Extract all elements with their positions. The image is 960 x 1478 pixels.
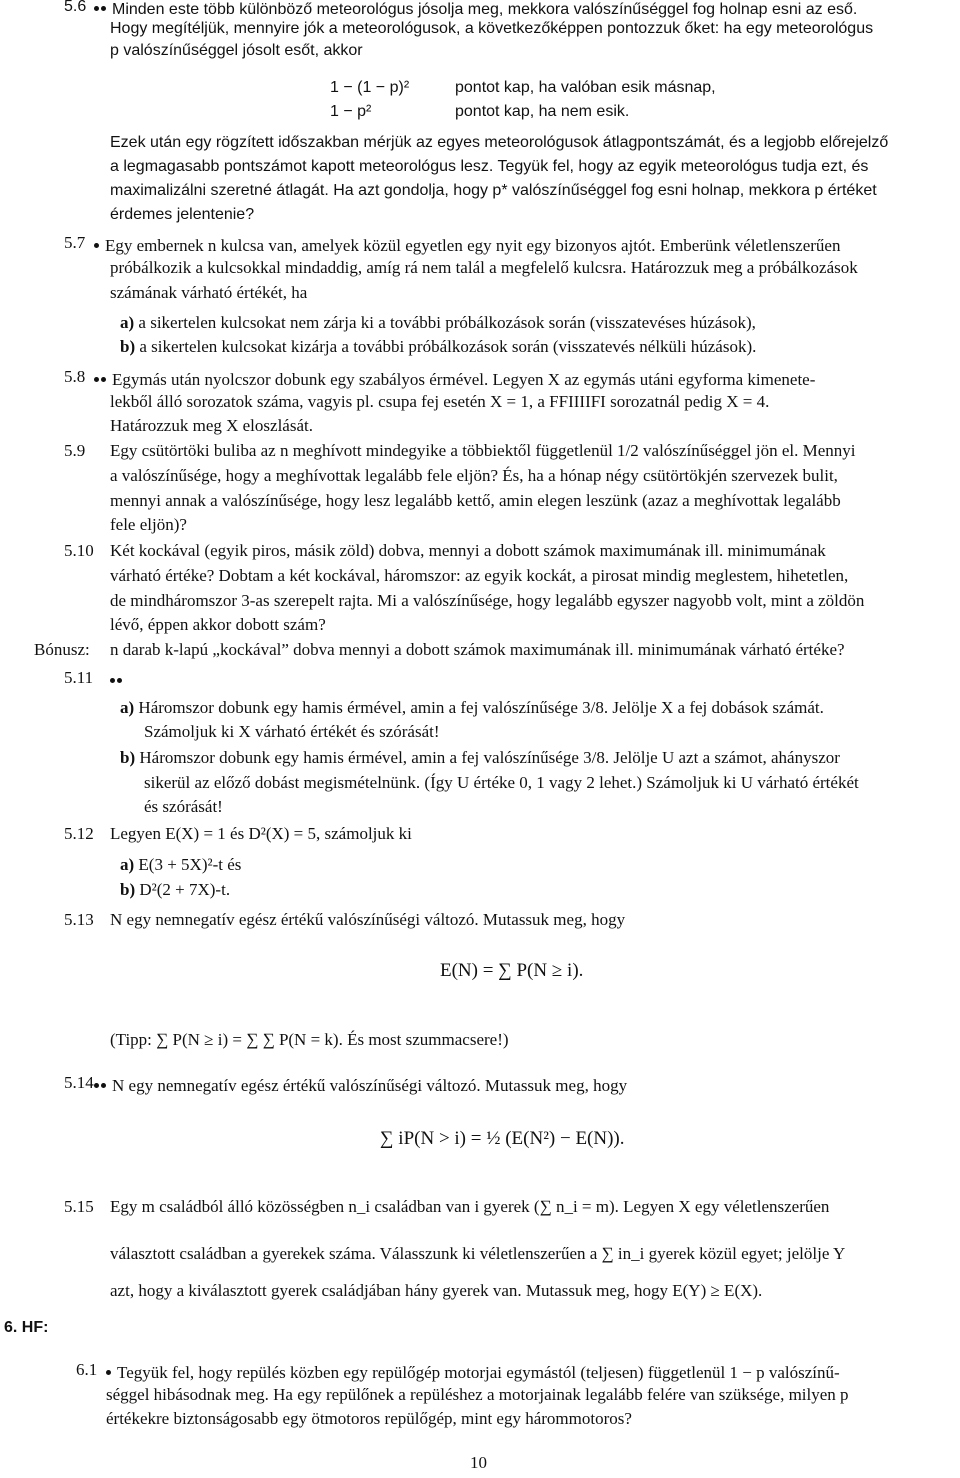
- item-text-line: Hogy megítéljük, mennyire jók a meteorológusok, a következőképpen pontozzuk őket: ha egy meteorológus: [110, 20, 874, 37]
- item-text-line: N egy nemnegatív egész értékű valószínűségi változó. Mutassuk meg, hogy: [94, 1073, 627, 1096]
- formula-right: pontot kap, ha valóban esik másnap,: [455, 79, 716, 96]
- subitem-b: b) a sikertelen kulcsokat kizárja a további próbálkozások során (visszatevés nélküli húzások).: [120, 337, 757, 356]
- item-text-line: mennyi annak a valószínűsége, hogy lesz legalább kettő, amin elegen leszünk (azaz a meghívottak legalább: [110, 491, 841, 510]
- item-text-line: érdemes jelentenie?: [110, 206, 255, 223]
- item-text-line: Minden este több különböző meteorológus jósolja meg, mekkora valószínűséggel fog holnap esni az eső.: [94, 0, 956, 20]
- item-number: 5.10: [64, 541, 94, 560]
- formula-display: ∑ iP(N > i) = ½ (E(N²) − E(N)).: [380, 1128, 625, 1149]
- item-number: 5.15: [64, 1197, 94, 1216]
- subitem-a: a) E(3 + 5X)²-t és: [120, 855, 242, 874]
- item-text-line: azt, hogy a kiválasztott gyerek családjában hány gyerek van. Mutassuk meg, hogy E(Y) ≥ E(X).: [110, 1281, 763, 1300]
- item-text-line: de mindháromszor 3-as szerepelt rajta. Mi a valószínűsége, hogy legalább egyszer nagyobb volt, mint a zöldön: [110, 591, 865, 610]
- formula-display: E(N) = ∑ P(N ≥ i).: [440, 960, 584, 981]
- item-text-line: választott családban a gyerekek száma. Válasszunk ki véletlenszerűen a ∑ in_i gyerek közül egyet; jelölje Y: [110, 1244, 846, 1263]
- item-text-line: a valószínűsége, hogy a meghívottak legalább fele eljön? És, ha a hónap négy csütörtökjén szervezek bulit,: [110, 466, 838, 485]
- item-text-line: értékekre biztonságosabb egy ötmotoros repülőgép, mint egy hárommotoros?: [106, 1409, 632, 1428]
- item-text-line: Legyen E(X) = 1 és D²(X) = 5, számoljuk ki: [110, 824, 412, 843]
- difficulty-dots-icon: [94, 1073, 108, 1093]
- formula-left: 1 − (1 − p)²: [330, 79, 410, 96]
- item-text-line: lévő, éppen akkor dobott szám?: [110, 615, 326, 634]
- difficulty-dots-icon: [94, 367, 108, 387]
- item-number: 5.14: [64, 1073, 94, 1092]
- item-text-line: Egy embernek n kulcsa van, amelyek közül egyetlen egy nyit egy bizonyos ajtót. Emberünk véletlenszerűen: [94, 233, 840, 256]
- difficulty-dots-icon: [94, 0, 108, 17]
- item-text-line: n darab k-lapú „kockával” dobva mennyi a dobott számok maximumának ill. minimumának várható értéke?: [110, 640, 845, 659]
- formula-right: pontot kap, ha nem esik.: [455, 103, 630, 120]
- page-number: 10: [470, 1453, 487, 1472]
- section-heading: 6. HF:: [4, 1319, 49, 1336]
- item-text-line: Tegyük fel, hogy repülés közben egy repülőgép motorjai egymástól (teljesen) függetlenül 1 − p valószínű-: [106, 1360, 840, 1383]
- item-text-line: próbálkozik a kulcsokkal mindaddig, amíg rá nem talál a megfelelő kulcsra. Határozzuk meg a próbálkozások: [110, 258, 858, 277]
- item-text-line: Egymás után nyolcszor dobunk egy szabályos érmével. Legyen X az egymás utáni egyforma kimenete-: [94, 367, 815, 390]
- item-number: 5.9: [64, 441, 86, 460]
- item-text-line: Számoljuk ki X várható értékét és szórását!: [144, 722, 440, 741]
- item-number: 5.7: [64, 233, 86, 252]
- item-text-line: maximalizálni szeretné átlagát. Ha azt gondolja, hogy p* valószínűséggel fog esni holnap, mekkora p értéket: [110, 182, 877, 199]
- item-text-line: fele eljön)?: [110, 515, 187, 534]
- formula-left: 1 − p²: [330, 103, 372, 120]
- difficulty-dots-icon: [94, 233, 101, 253]
- item-text-line: lekből álló sorozatok száma, vagyis pl. csupa fej esetén X = 1, a FFIIIIFI sorozatnál pedig X = 4.: [110, 392, 770, 411]
- item-text-line: séggel hibásodnak meg. Ha egy repülőnek a repüléshez a motorjainak legalább felére van szüksége, milyen p: [106, 1385, 849, 1404]
- item-number: 5.11: [64, 668, 94, 687]
- bonus-label: Bónusz:: [34, 640, 90, 659]
- item-number: 5.12: [64, 824, 94, 843]
- difficulty-dots-icon: [110, 668, 128, 691]
- subitem-b: b) D²(2 + 7X)-t.: [120, 880, 231, 899]
- item-text-line: és szórását!: [144, 797, 223, 816]
- item-text-line: N egy nemnegatív egész értékű valószínűségi változó. Mutassuk meg, hogy: [110, 910, 626, 929]
- subitem-a: a) a sikertelen kulcsokat nem zárja ki a további próbálkozások során (visszatevéses húzások),: [120, 313, 756, 332]
- item-text-line: p valószínűséggel jósolt esőt, akkor: [110, 42, 363, 59]
- item-number: 5.8: [64, 367, 86, 386]
- subitem-b: b) Háromszor dobunk egy hamis érmével, amin a fej valószínűsége 3/8. Jelölje U azt a számot, ahányszor: [120, 748, 840, 767]
- item-text-line: Határozzuk meg X eloszlását.: [110, 416, 313, 435]
- item-text-line: a legmagasabb pontszámot kapott meteorológus lesz. Tegyük fel, hogy az egyik meteorológus tudja ezt, és: [110, 158, 869, 175]
- subitem-a: a) Háromszor dobunk egy hamis érmével, amin a fej valószínűsége 3/8. Jelölje X a fej dobások számát.: [120, 698, 824, 717]
- item-text-line: Egy csütörtöki buliba az n meghívott mindegyike a többiektől függetlenül 1/2 valószínűséggel jön el. Mennyi: [110, 441, 856, 460]
- item-number: 6.1: [76, 1360, 98, 1379]
- item-text-line: Ezek után egy rögzített időszakban mérjük az egyes meteorológusok átlagpontszámát, és a legjobb előrejelző: [110, 134, 889, 151]
- item-text-line: Két kockával (egyik piros, másik zöld) dobva, mennyi a dobott számok maximumának ill. minimumának: [110, 541, 826, 560]
- item-text-line: számának várható értékét, ha: [110, 283, 308, 302]
- item-text-line: várható értéke? Dobtam a két kockával, háromszor: az egyik kockát, a pirosat mindig meglestem, hihetetlen,: [110, 566, 849, 585]
- item-number: 5.13: [64, 910, 94, 929]
- tip-line: (Tipp: ∑ P(N ≥ i) = ∑ ∑ P(N = k). És most szummacsere!): [110, 1030, 509, 1049]
- item-text-line: Egy m családból álló közösségben n_i családban van i gyerek (∑ n_i = m). Legyen X egy véletlenszerűen: [110, 1197, 830, 1216]
- difficulty-dots-icon: [106, 1360, 113, 1380]
- item-text-line: sikerül az előző dobást megismételnünk. (Így U értéke 0, 1 vagy 2 lehet.) Számoljuk ki U várható értékét: [144, 773, 859, 792]
- item-number: 5.6: [64, 0, 87, 15]
